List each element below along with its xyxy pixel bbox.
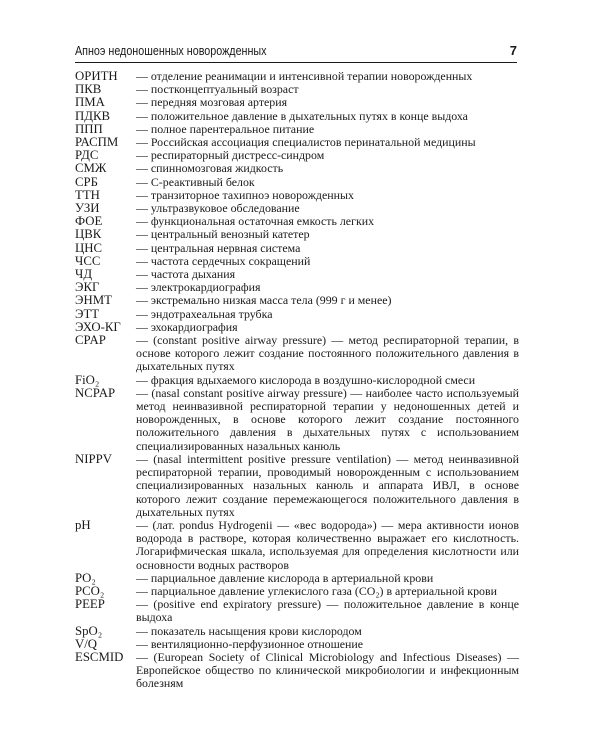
abbreviation-entry (75, 162, 519, 175)
abbreviation-entry (75, 374, 519, 387)
abbreviation-term: FiO₂ (75, 372, 100, 387)
abbreviation-term: ППП (75, 121, 103, 136)
abbreviation-term: ЭТТ (75, 306, 100, 321)
abbreviation-term: ЭНМТ (75, 293, 112, 308)
abbreviation-term: ЦНС (75, 240, 103, 255)
abbreviation-entry (75, 228, 519, 241)
abbreviation-entry (75, 334, 519, 374)
abbreviation-term: NCPAP (75, 385, 116, 400)
abbreviation-entry (75, 625, 519, 638)
abbreviation-definition: — Российская ассоциация специалистов перинатальной медицины (136, 135, 476, 150)
abbreviation-definition: — парциальное давление углекислого газа (CO₂) в артериальной крови (136, 583, 497, 598)
abbreviation-term: ПМА (75, 95, 105, 110)
abbreviation-definition: — передняя мозговая артерия (136, 95, 288, 110)
abbreviation-entry (75, 308, 519, 321)
abbreviation-term: CPAP (75, 333, 106, 348)
abbreviation-term: ЭКГ (75, 280, 100, 295)
abbreviation-definition: — респираторный дистресс-синдром (136, 148, 325, 163)
abbreviation-definition: — показатель насыщения крови кислородом (136, 623, 362, 638)
header-rule (75, 62, 517, 63)
abbreviation-list (75, 70, 519, 691)
abbreviation-definition: — транзиторное тахипноэ новорожденных (136, 187, 354, 202)
abbreviation-term: NIPPV (75, 451, 112, 466)
abbreviation-definition: — эндотрахеальная трубка (136, 306, 273, 321)
abbreviation-entry (75, 96, 519, 109)
abbreviation-term: ПКВ (75, 82, 102, 97)
abbreviation-entry (75, 387, 519, 453)
abbreviation-definition: — (positive end expiratory pressure) — положительное давление в конце выдоха (136, 597, 519, 625)
abbreviation-term: УЗИ (75, 201, 100, 216)
abbreviation-definition: — эхокардиография (136, 319, 238, 334)
abbreviation-term: ESCMID (75, 649, 124, 664)
abbreviation-definition: — спинномозговая жидкость (136, 161, 284, 176)
abbreviation-definition: — постконцептуальный возраст (136, 82, 299, 97)
abbreviation-entry (75, 176, 519, 189)
abbreviation-entry (75, 294, 519, 307)
abbreviation-definition: — (constant positive airway pressure) — метод респираторной терапии, в основе которого лежит создание постоянного положительного давления в дыхательных путях (136, 333, 519, 374)
abbreviation-term: PO₂ (75, 570, 96, 585)
abbreviation-definition: — полное парентеральное питание (136, 121, 315, 136)
abbreviation-term: РДС (75, 148, 99, 163)
abbreviation-definition: — центральная нервная система (136, 240, 301, 255)
abbreviation-term: ТТН (75, 187, 100, 202)
abbreviation-definition: — функциональная остаточная емкость легких (136, 214, 375, 229)
abbreviation-definition: — парциальное давление кислорода в артериальной крови (136, 570, 434, 585)
abbreviation-term: ЭХО-КГ (75, 319, 121, 334)
abbreviation-definition: — ультразвуковое обследование (136, 201, 300, 216)
abbreviation-term: ЧСС (75, 253, 101, 268)
abbreviation-definition: — (лат. pondus Hydrogenii — «вес водорода») — мера активности ионов водорода в растворе, которая количественно выражает его кислотность. Логарифмическая шкала, используемая для определения кислотности или основности водных растворов (136, 517, 519, 572)
abbreviation-term: SpO₂ (75, 623, 103, 638)
abbreviation-definition: — положительное давление в дыхательных путях в конце выдоха (136, 108, 468, 123)
abbreviation-definition: — (nasal intermittent positive pressure ventilation) — метод неинвазивной респираторной терапии, проводимый новорожденным с использованием специализированных назальных канюль и аппарата ИВЛ, в основе которого лежит создание перемежающегося положительного давления в дыхательных путях (136, 451, 519, 519)
running-header-title: Апноэ недоношенных новорожденных (75, 44, 267, 58)
abbreviation-definition: — С-реактивный белок (136, 174, 255, 189)
abbreviation-definition: — частота дыхания (136, 267, 236, 282)
abbreviation-entry (75, 598, 519, 624)
abbreviation-definition: — фракция вдыхаемого кислорода в воздушно-кислородной смеси (136, 372, 476, 387)
abbreviation-entry (75, 242, 519, 255)
abbreviation-entry (75, 651, 519, 691)
abbreviation-definition: — экстремально низкая масса тела (999 г и менее) (136, 293, 392, 308)
abbreviation-definition: — центральный венозный катетер (136, 227, 310, 242)
abbreviation-term: ОРИТН (75, 69, 118, 83)
abbreviation-definition: — (nasal constant positive airway pressure) — наиболее часто используемый метод неинвазивной респираторной терапии у недоношенных детей и новорожденных, в основе которого лежит создание постоянного положительного давления в дыхательных путях с использованием специализированных назальных канюль (136, 385, 519, 453)
abbreviation-entry (75, 572, 519, 585)
abbreviation-definition: — (European Society of Clinical Microbiology and Infectious Diseases) — Европейское общество по клинической микробиологии и инфекционным болезням (136, 649, 519, 691)
abbreviation-term: РАСПМ (75, 135, 119, 150)
abbreviation-term: ФОЕ (75, 214, 103, 229)
abbreviation-term: PEEP (75, 597, 105, 612)
abbreviation-term: V/Q (75, 636, 98, 651)
abbreviation-term: PCO₂ (75, 583, 105, 598)
abbreviation-definition: — вентиляционно-перфузионное отношение (136, 636, 364, 651)
abbreviation-term: СРБ (75, 174, 99, 189)
abbreviation-entry (75, 638, 519, 651)
abbreviation-term: СМЖ (75, 161, 107, 176)
abbreviation-entry (75, 110, 519, 123)
running-header (75, 43, 517, 63)
abbreviation-definition: — частота сердечных сокращений (136, 253, 311, 268)
abbreviation-term: ЦВК (75, 227, 102, 242)
abbreviation-definition: — отделение реанимации и интенсивной терапии новорожденных (136, 69, 473, 83)
abbreviation-entry (75, 519, 519, 572)
page-number: 7 (509, 43, 517, 58)
abbreviation-term: pH (75, 517, 91, 532)
abbreviation-definition: — электрокардиография (136, 280, 261, 295)
abbreviation-entry (75, 453, 519, 519)
abbreviation-term: ПДКВ (75, 108, 111, 123)
abbreviation-term: ЧД (75, 267, 93, 282)
